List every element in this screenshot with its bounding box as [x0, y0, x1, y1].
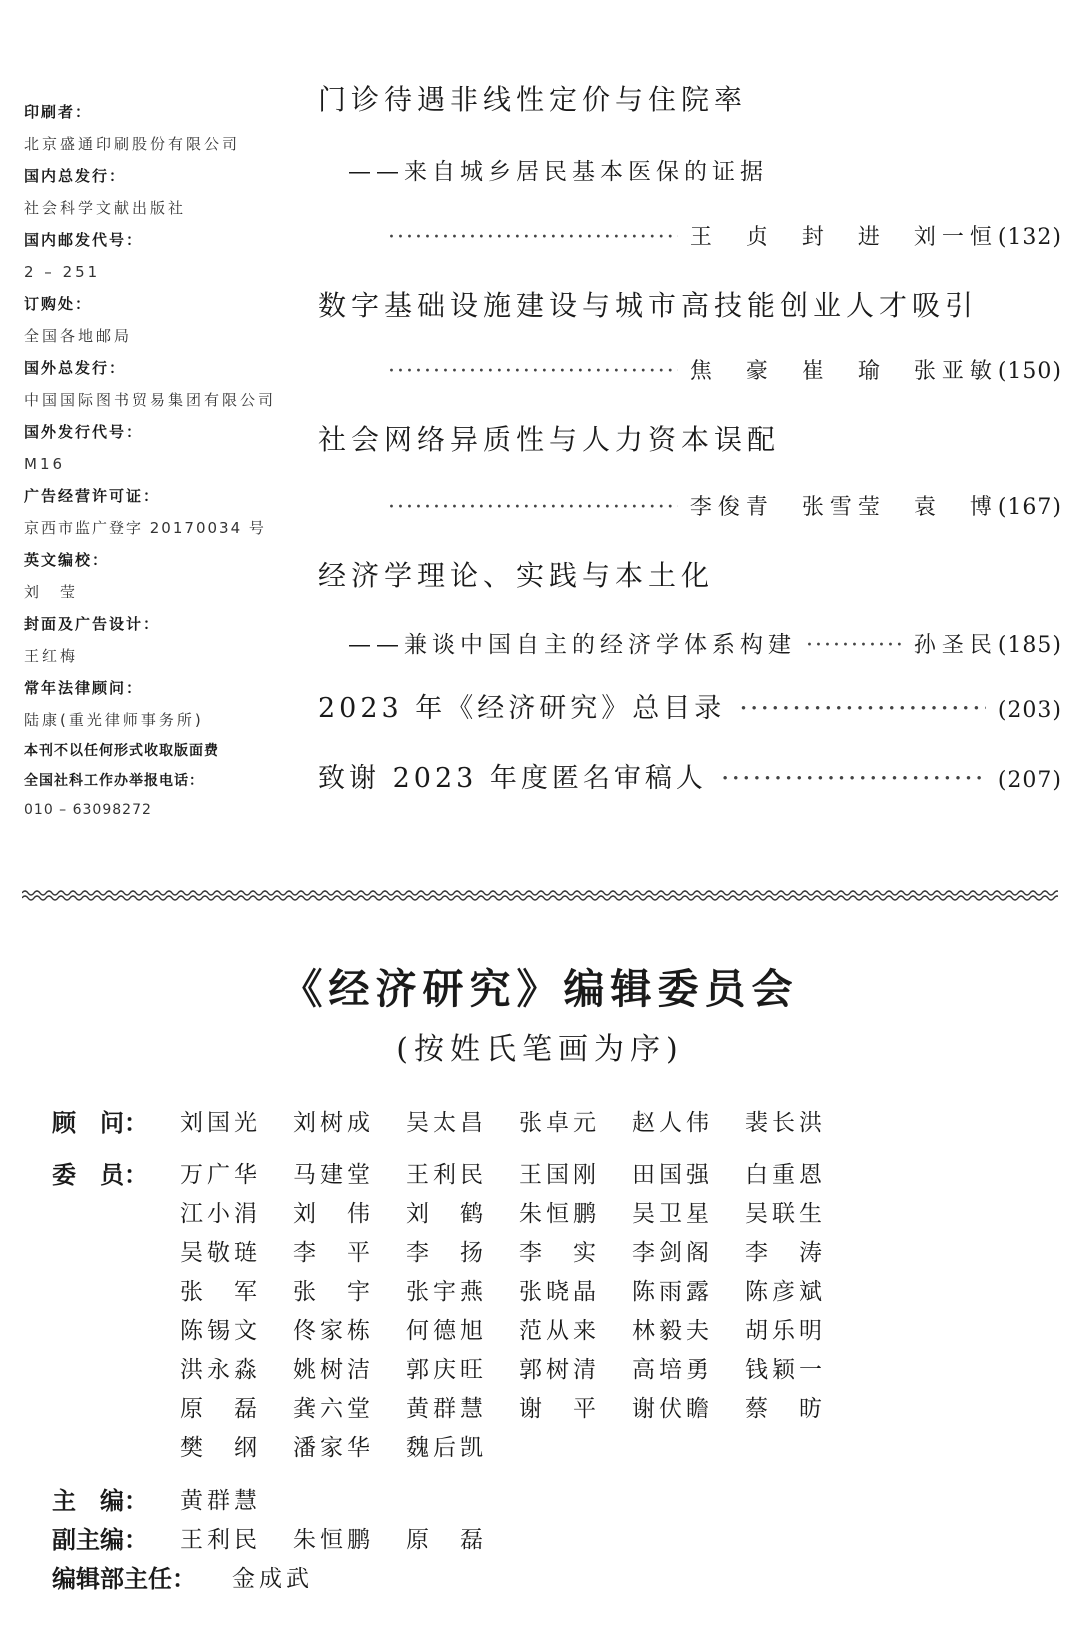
legal-value: 陆康(重光律师事务所): [24, 711, 204, 729]
article-subtitle: ——兼谈中国自主的经济学体系构建: [348, 632, 796, 658]
member-name: 李 平: [293, 1240, 374, 1266]
dot-leader: [388, 225, 678, 250]
member-name: 范从来: [519, 1318, 600, 1344]
deputy-editor-name: 王利民: [180, 1527, 261, 1553]
advisor-name: 赵人伟: [632, 1110, 713, 1136]
members-label: 委 员：: [52, 1161, 148, 1189]
member-name: 白重恩: [745, 1162, 826, 1188]
member-name: 马建堂: [293, 1162, 374, 1188]
ad-license-label: 广告经营许可证：: [24, 487, 161, 505]
domestic-dist-label: 国内总发行：: [24, 167, 127, 185]
deputy-editor-list: [180, 1521, 519, 1560]
member-name: 吴联生: [745, 1201, 826, 1227]
member-name: 姚树洁: [293, 1357, 374, 1383]
advisor-name: 裴长洪: [745, 1110, 826, 1136]
advisors-section: [52, 1104, 858, 1143]
member-name: 李 实: [519, 1240, 600, 1266]
editor-name: 黄群慧: [180, 1488, 261, 1514]
member-name: 林毅夫: [632, 1318, 713, 1344]
member-name: 田国强: [632, 1162, 713, 1188]
member-name: 原 磊: [180, 1396, 261, 1422]
member-name: 李 扬: [406, 1240, 487, 1266]
member-name: 万广华: [180, 1162, 261, 1188]
member-name: 钱颖一: [745, 1357, 826, 1383]
members-section: [52, 1156, 858, 1468]
toc-entry: [318, 756, 1062, 795]
wavy-divider: [22, 888, 1058, 902]
toc-entry: [318, 686, 1062, 725]
domestic-dist-value: 社会科学文献出版社: [24, 199, 187, 217]
article-authors: 孙圣民: [913, 633, 998, 658]
member-name: 王国刚: [519, 1162, 600, 1188]
article-title: 2023 年《经济研究》总目录: [318, 693, 726, 724]
member-name: 陈雨露: [632, 1279, 713, 1305]
member-name: 佟家栋: [293, 1318, 374, 1344]
member-name: 郭树清: [519, 1357, 600, 1383]
ad-license-value: 京西市监广登字 20170034 号: [24, 519, 266, 537]
article-authors: 焦 豪 崔 瑜 张亚敏: [689, 359, 998, 384]
member-name: 郭庆旺: [406, 1357, 487, 1383]
colophon: [24, 96, 304, 824]
member-name: 陈锡文: [180, 1318, 261, 1344]
advisor-name: 吴太昌: [406, 1110, 487, 1136]
member-name: 魏后凯: [406, 1435, 487, 1461]
article-page: (150): [997, 359, 1062, 384]
editor-section: [52, 1482, 293, 1521]
member-name: 吴卫星: [632, 1201, 713, 1227]
foreign-code-value: M16: [24, 455, 66, 473]
dot-leader: [388, 495, 678, 520]
member-name: 刘 伟: [293, 1201, 374, 1227]
article-title: 社会网络异质性与人力资本误配: [318, 423, 781, 456]
dot-leader: [739, 693, 986, 724]
office-head-label: 编辑部主任：: [52, 1565, 196, 1593]
deputy-editor-label: 副主编：: [52, 1526, 148, 1554]
member-name: 蔡 昉: [745, 1396, 826, 1422]
article-title: 门诊待遇非线性定价与住院率: [318, 83, 748, 116]
deputy-editor-name: 原 磊: [406, 1527, 487, 1553]
member-name: 朱恒鹏: [519, 1201, 600, 1227]
article-title: 经济学理论、实践与本土化: [318, 559, 715, 592]
advisor-name: 张卓元: [519, 1110, 600, 1136]
article-page: (132): [997, 225, 1062, 250]
article-subtitle: ——来自城乡居民基本医保的证据: [348, 159, 768, 185]
member-name: 刘 鹤: [406, 1201, 487, 1227]
fee-notice: 本刊不以任何形式收取版面费: [24, 743, 219, 759]
article-byline: [388, 220, 1062, 251]
advisor-name: 刘树成: [293, 1110, 374, 1136]
editor-label: 主 编：: [52, 1487, 148, 1515]
board-title: 《经济研究》编辑委员会: [281, 965, 799, 1013]
board-subtitle: (按姓氏笔画为序): [396, 1032, 684, 1067]
advisors-label: 顾 问：: [52, 1109, 148, 1137]
cover-design-value: 王红梅: [24, 647, 79, 665]
article-page: (203): [997, 698, 1062, 723]
dot-leader: [721, 763, 986, 794]
report-phone: 010 – 63098272: [24, 802, 152, 818]
printer-value: 北京盛通印刷股份有限公司: [24, 135, 241, 153]
member-name: 陈彦斌: [745, 1279, 826, 1305]
member-name: 吴敬琏: [180, 1240, 261, 1266]
printer-label: 印刷者：: [24, 103, 93, 121]
subscription-value: 全国各地邮局: [24, 327, 133, 345]
member-name: 潘家华: [293, 1435, 374, 1461]
dot-leader: [388, 359, 678, 384]
foreign-code-label: 国外发行代号：: [24, 423, 144, 441]
member-name: 江小涓: [180, 1201, 261, 1227]
english-editor-label: 英文编校：: [24, 551, 110, 569]
advisors-list: [180, 1104, 858, 1143]
article-page: (207): [997, 768, 1062, 793]
member-name: 黄群慧: [406, 1396, 487, 1422]
article-title: 数字基础设施建设与城市高技能创业人才吸引: [318, 289, 979, 322]
member-name: 何德旭: [406, 1318, 487, 1344]
foreign-dist-label: 国外总发行：: [24, 359, 127, 377]
member-name: 张 军: [180, 1279, 261, 1305]
english-editor-value: 刘 莹: [24, 583, 79, 601]
editor-list: [180, 1482, 293, 1521]
member-name: 张晓晶: [519, 1279, 600, 1305]
office-head-section: [52, 1560, 345, 1599]
article-byline: [348, 626, 1062, 659]
member-name: 李 涛: [745, 1240, 826, 1266]
member-name: 樊 纲: [180, 1435, 261, 1461]
postal-code-value: 2 – 251: [24, 263, 101, 281]
member-name: 李剑阁: [632, 1240, 713, 1266]
advisor-name: 刘国光: [180, 1110, 261, 1136]
member-name: 胡乐明: [745, 1318, 826, 1344]
subscription-label: 订购处：: [24, 295, 93, 313]
postal-code-label: 国内邮发代号：: [24, 231, 144, 249]
office-head-name: 金成武: [232, 1566, 313, 1592]
member-name: 龚六堂: [293, 1396, 374, 1422]
deputy-editor-name: 朱恒鹏: [293, 1527, 374, 1553]
member-name: 张宇燕: [406, 1279, 487, 1305]
article-page: (167): [997, 495, 1062, 520]
article-title: 致谢 2023 年度匿名审稿人: [318, 763, 707, 794]
report-label: 全国社科工作办举报电话：: [24, 773, 204, 789]
legal-label: 常年法律顾问：: [24, 679, 144, 697]
member-name: 张 宇: [293, 1279, 374, 1305]
member-name: 高培勇: [632, 1357, 713, 1383]
cover-design-label: 封面及广告设计：: [24, 615, 161, 633]
article-byline: [388, 354, 1062, 385]
foreign-dist-value: 中国国际图书贸易集团有限公司: [24, 391, 277, 409]
deputy-editor-section: [52, 1521, 519, 1560]
office-head-list: [232, 1560, 345, 1599]
member-name: 谢 平: [519, 1396, 600, 1422]
article-byline: [388, 490, 1062, 521]
members-grid: [180, 1156, 858, 1468]
member-name: 洪永淼: [180, 1357, 261, 1383]
article-page: (185): [997, 633, 1062, 658]
member-name: 谢伏瞻: [632, 1396, 713, 1422]
dot-leader: [806, 633, 902, 658]
article-authors: 李俊青 张雪莹 袁 博: [689, 495, 998, 520]
article-authors: 王 贞 封 进 刘一恒: [689, 225, 998, 250]
member-name: 王利民: [406, 1162, 487, 1188]
